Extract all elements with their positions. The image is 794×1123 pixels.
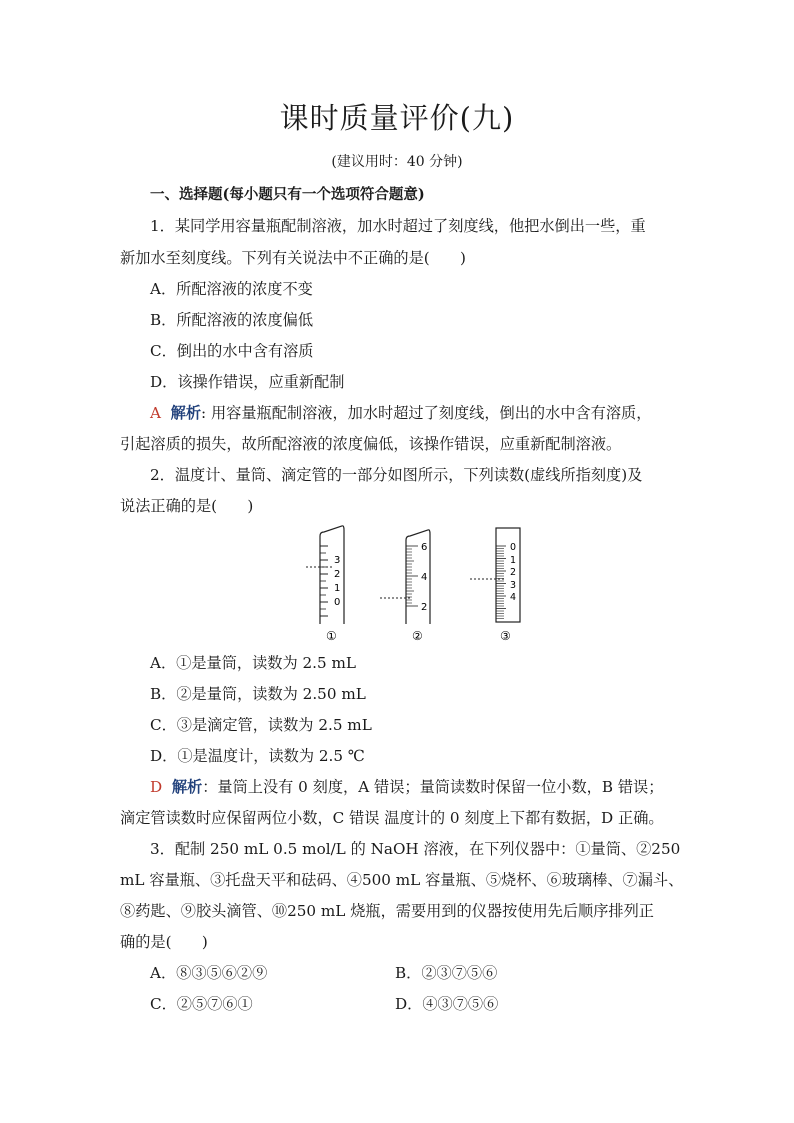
q2-option-d: D．①是温度计，读数为 2.5 ℃ [150, 747, 365, 765]
q3-option-a: A．⑧③⑤⑥②⑨ [150, 964, 268, 982]
instrument-1-thermometer [306, 526, 344, 624]
q2-analysis-text1: ：量筒上没有 0 刻度，A 错误；量筒读数时保留一位小数，B 错误； [202, 778, 664, 796]
inst3-tick-1: 1 [510, 555, 517, 566]
q2-analysis-line2: 滴定管读数时应保留两位小数，C 错误 温度计的 0 刻度上下都有数据，D 正确。 [120, 809, 664, 827]
q1-analysis-text1: : 用容量瓶配制溶液，加水时超过了刻度线，倒出的水中含有溶质， [201, 404, 652, 422]
q1-option-c: C．倒出的水中含有溶质 [150, 342, 314, 360]
q2-option-b: B．②是量筒，读数为 2.50 mL [150, 685, 366, 703]
caption-2: ② [412, 629, 423, 643]
q3-stem-line3: ⑧药匙、⑨胶头滴管、⑩250 mL 烧瓶，需要用到的仪器按使用先后顺序排列正 [120, 902, 654, 920]
q1-analysis-line1 [0, 400, 794, 426]
q3-stem-line1: 3．配制 250 mL 0.5 mol/L 的 NaOH 溶液，在下列仪器中：①量筒、②250 [150, 840, 681, 858]
q3-option-b: B．②③⑦⑤⑥ [395, 964, 498, 982]
instrument-2-cylinder [380, 530, 430, 624]
page-title: 课时质量评价(九) [279, 101, 515, 135]
instrument-figure [300, 522, 540, 646]
inst3-tick-2: 2 [510, 567, 517, 578]
instrument-3-burette [470, 528, 520, 622]
q3-option-d: D．④③⑦⑤⑥ [395, 995, 499, 1013]
inst2-tick-6: 6 [421, 542, 428, 553]
q2-option-a: A．①是量筒，读数为 2.5 mL [150, 654, 356, 672]
inst2-tick-2: 2 [421, 602, 428, 613]
page-subtitle: (建议用时：40 分钟) [331, 154, 463, 170]
q2-stem-line1: 2．温度计、量筒、滴定管的一部分如图所示，下列读数(虚线所指刻度)及 [150, 466, 643, 484]
q1-option-b: B．所配溶液的浓度偏低 [150, 311, 314, 329]
inst2-tick-4: 4 [421, 572, 428, 583]
inst1-tick-2: 2 [334, 569, 341, 580]
q1-option-a: A．所配溶液的浓度不变 [150, 280, 313, 298]
q1-option-d: D．该操作错误，应重新配制 [150, 373, 345, 391]
q3-stem-line2: mL 容量瓶、③托盘天平和砝码、④500 mL 容量瓶、⑤烧杯、⑥玻璃棒、⑦漏斗、 [120, 871, 684, 889]
q3-option-c: C．②⑤⑦⑥① [150, 995, 253, 1013]
inst1-tick-0: 0 [334, 597, 341, 608]
caption-3: ③ [500, 629, 511, 643]
q1-stem-line2: 新加水至刻度线。下列有关说法中不正确的是( ) [120, 249, 466, 267]
q1-analysis-label: 解析 [170, 404, 201, 422]
inst3-tick-4: 4 [510, 592, 517, 603]
q2-stem-line2: 说法正确的是( ) [120, 497, 254, 515]
section-heading: 一、选择题(每小题只有一个选项符合题意) [150, 186, 425, 203]
inst3-tick-0: 0 [510, 542, 517, 553]
q2-analysis-line1 [0, 774, 794, 800]
q1-stem-line1: 1．某同学用容量瓶配制溶液，加水时超过了刻度线，他把水倒出一些，重 [150, 217, 646, 235]
q1-answer: A [150, 404, 161, 422]
q2-answer: D [150, 778, 163, 796]
q1-analysis-line2: 引起溶质的损失，故所配溶液的浓度偏低，该操作错误，应重新配制溶液。 [120, 435, 622, 453]
q2-option-c: C．③是滴定管，读数为 2.5 mL [150, 716, 372, 734]
q2-analysis-label: 解析 [171, 778, 203, 796]
caption-1: ① [326, 629, 337, 643]
q3-stem-line4: 确的是( ) [120, 933, 208, 951]
inst1-tick-3: 3 [334, 555, 341, 566]
inst1-tick-1: 1 [334, 583, 341, 594]
inst3-tick-3: 3 [510, 580, 517, 591]
